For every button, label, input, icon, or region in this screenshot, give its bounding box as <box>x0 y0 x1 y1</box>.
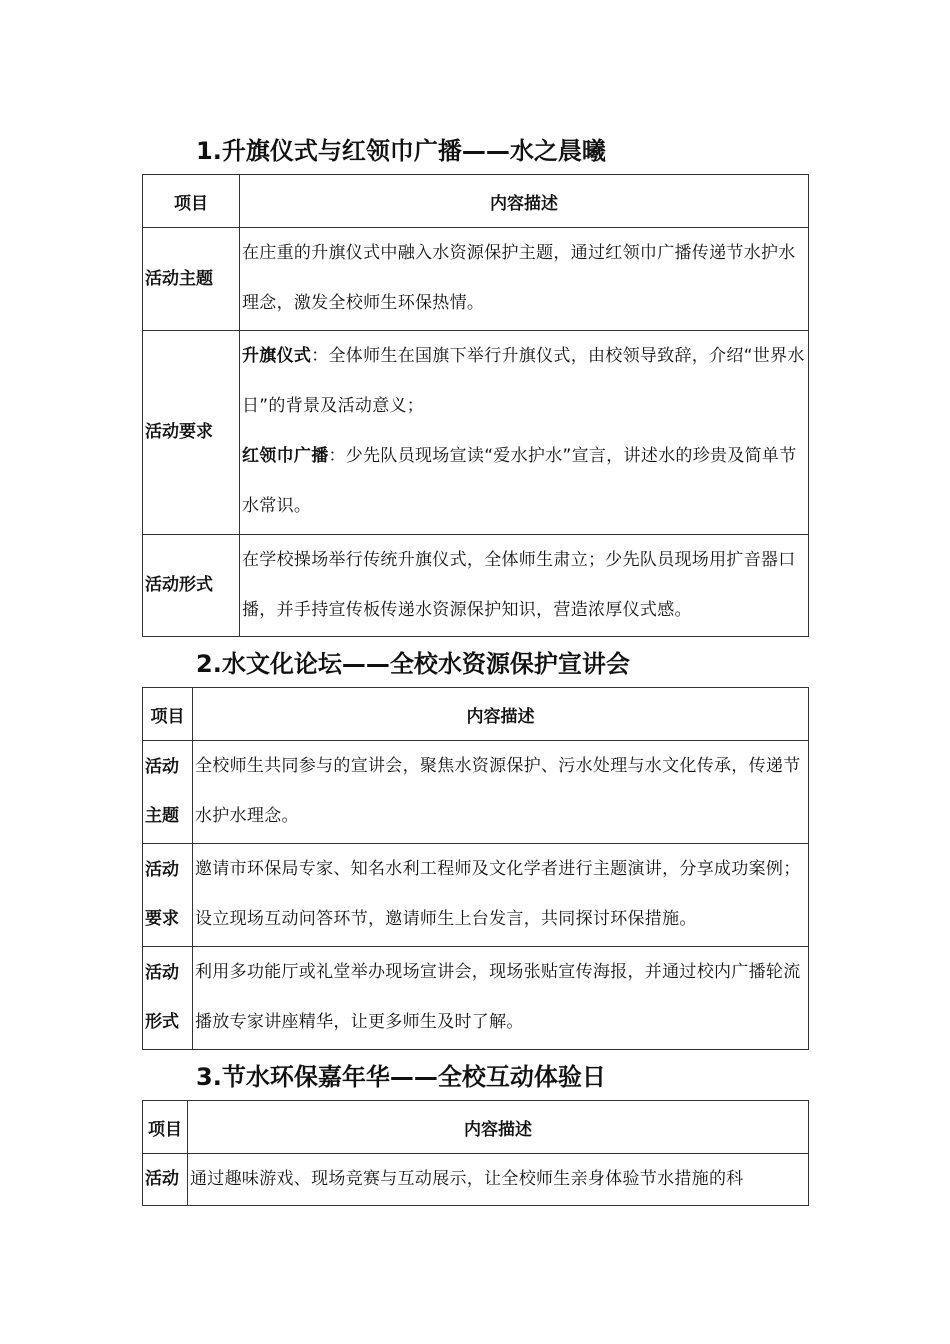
term-description: ：少先队员现场宣读“爱水护水”宣言，讲述水的珍贵及简单节水常识。 <box>242 446 797 516</box>
row-label: 活动 <box>143 1154 188 1206</box>
row-label: 活动主题 <box>143 741 193 844</box>
table-header-row <box>143 175 809 228</box>
table-row <box>143 947 809 1050</box>
row-content: 利用多功能厅或礼堂举办现场宣讲会，现场张贴宣传海报，并通过校内广播轮流播放专家讲座精华，让更多师生及时了解。 <box>193 947 809 1050</box>
table-row <box>143 1154 809 1206</box>
row-label: 活动主题 <box>143 228 240 331</box>
table-header-row <box>143 1101 809 1154</box>
term-description: ：全体师生在国旗下举行升旗仪式，由校领导致辞，介绍“世界水日”的背景及活动意义； <box>242 346 805 416</box>
section-3-title: 3.节水环保嘉年华——全校互动体验日 <box>196 1063 606 1091</box>
bold-term: 红领巾广播 <box>242 446 329 466</box>
header-item: 项目 <box>143 1101 188 1154</box>
section-1-table <box>142 174 809 637</box>
row-label: 活动形式 <box>143 947 193 1050</box>
section-1-title: 1.升旗仪式与红领巾广播——水之晨曦 <box>196 137 606 165</box>
table-row <box>143 844 809 947</box>
row-label: 活动要求 <box>143 844 193 947</box>
table-row <box>143 741 809 844</box>
row-label: 活动形式 <box>143 535 240 637</box>
header-description: 内容描述 <box>188 1101 809 1154</box>
table-row <box>143 535 809 637</box>
header-item: 项目 <box>143 175 240 228</box>
table-row <box>143 331 809 535</box>
header-description: 内容描述 <box>240 175 809 228</box>
row-content: 通过趣味游戏、现场竞赛与互动展示，让全校师生亲身体验节水措施的科 <box>188 1154 809 1206</box>
row-content: 邀请市环保局专家、知名水利工程师及文化学者进行主题演讲，分享成功案例；设立现场互动问答环节，邀请师生上台发言，共同探讨环保措施。 <box>193 844 809 947</box>
table-row <box>143 228 809 331</box>
section-2-table <box>142 687 809 1050</box>
row-label: 活动要求 <box>143 331 240 535</box>
header-description: 内容描述 <box>193 688 809 741</box>
section-3-table <box>142 1100 809 1206</box>
section-2-title: 2.水文化论坛——全校水资源保护宣讲会 <box>196 650 630 678</box>
row-content: 在庄重的升旗仪式中融入水资源保护主题，通过红领巾广播传递节水护水理念，激发全校师生环保热情。 <box>240 228 809 331</box>
row-content: 在学校操场举行传统升旗仪式，全体师生肃立；少先队员现场用扩音器口播，并手持宣传板传递水资源保护知识，营造浓厚仪式感。 <box>240 535 809 637</box>
row-content <box>240 331 809 535</box>
header-item: 项目 <box>143 688 193 741</box>
bold-term: 升旗仪式 <box>242 346 312 366</box>
row-content: 全校师生共同参与的宣讲会，聚焦水资源保护、污水处理与水文化传承，传递节水护水理念。 <box>193 741 809 844</box>
table-header-row <box>143 688 809 741</box>
